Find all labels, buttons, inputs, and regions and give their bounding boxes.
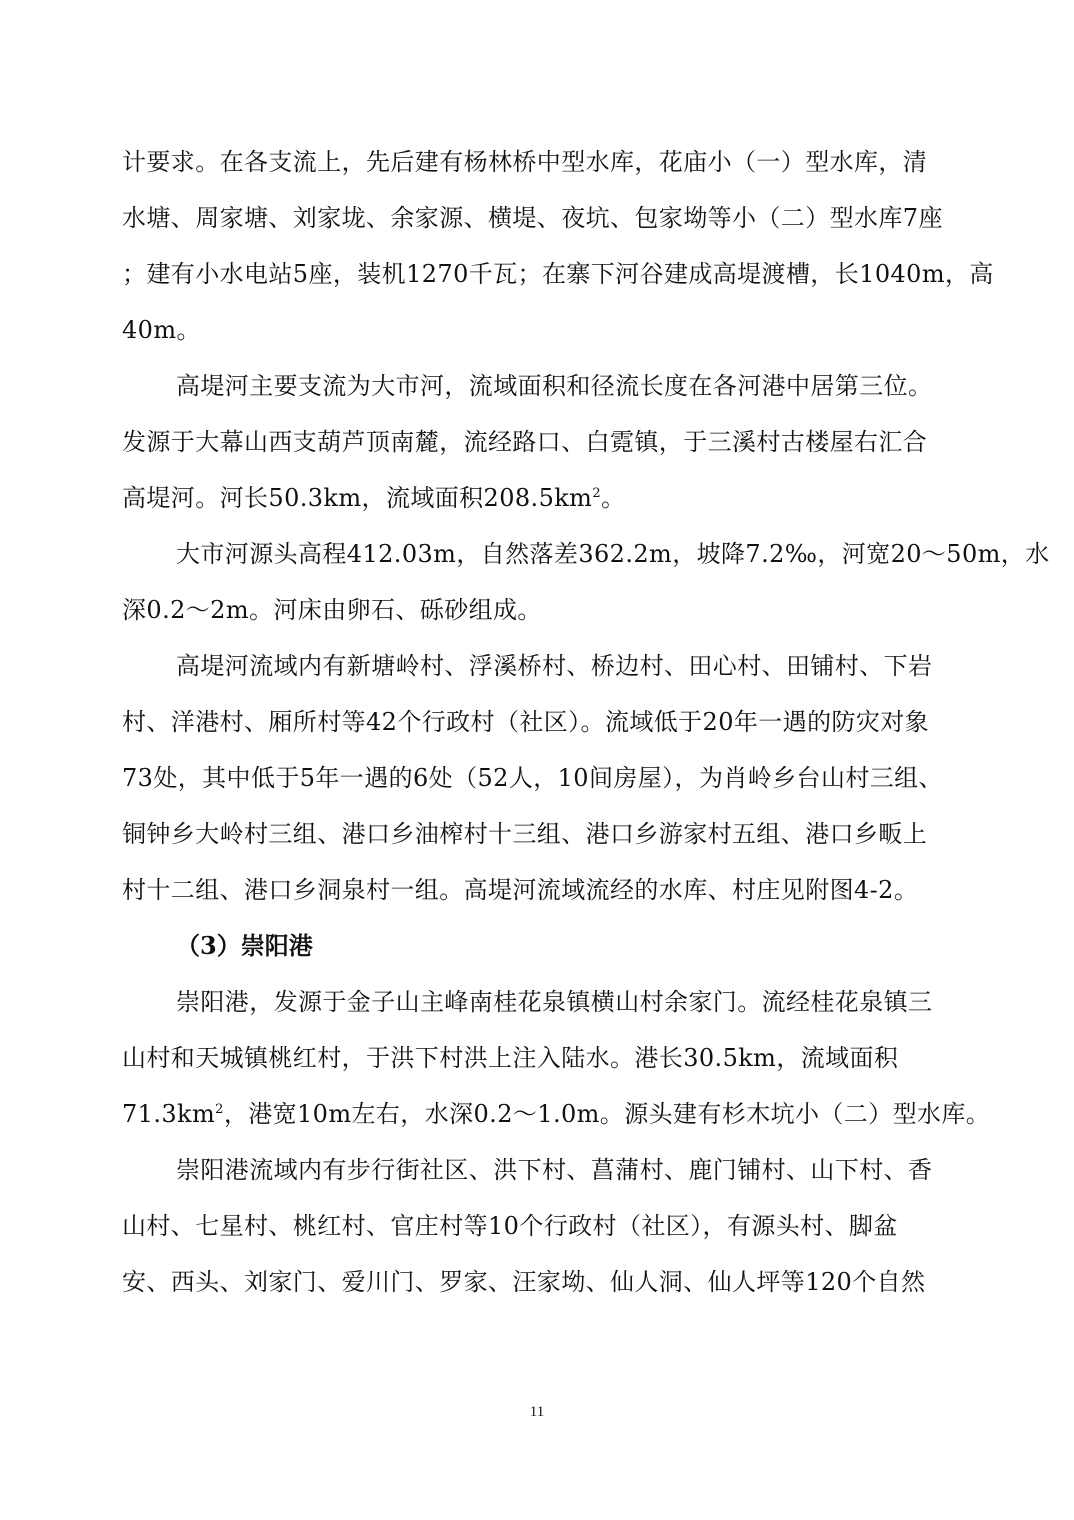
paragraph-line: 村十二组、港口乡洞泉村一组。高堤河流域流经的水库、村庄见附图4-2。 — [122, 876, 919, 904]
text-fragment: 高堤河。河长50.3km，流域面积208.5km — [122, 484, 593, 512]
paragraph-line: 大市河源头高程412.03m，自然落差362.2m，坡降7.2‰，河宽20～50m，水 — [176, 540, 1050, 568]
text-fragment: 。 — [601, 484, 626, 512]
paragraph-line: 崇阳港，发源于金子山主峰南桂花泉镇横山村余家门。流经桂花泉镇三 — [176, 988, 933, 1016]
paragraph-line: 计要求。在各支流上，先后建有杨林桥中型水库，花庙小（一）型水库，清 — [122, 148, 928, 176]
paragraph-line: 山村、七星村、桃红村、官庄村等10个行政村（社区），有源头村、脚盆 — [122, 1212, 898, 1240]
page-number: 11 — [529, 1404, 545, 1420]
paragraph-line — [122, 482, 962, 514]
paragraph-line: 高堤河主要支流为大市河，流域面积和径流长度在各河港中居第三位。 — [176, 372, 933, 400]
paragraph-line: 村、洋港村、厢所村等42个行政村（社区）。流域低于20年一遇的防灾对象 — [122, 708, 930, 736]
superscript: 2 — [215, 1102, 224, 1117]
paragraph-line: 山村和天城镇桃红村，于洪下村洪上注入陆水。港长30.5km，流域面积 — [122, 1044, 899, 1072]
paragraph-line: ；建有小水电站5座，装机1270千瓦；在寨下河谷建成高堤渡槽，长1040m，高 — [122, 260, 994, 288]
section-heading: （3）崇阳港 — [176, 931, 313, 960]
paragraph-line: 高堤河流域内有新塘岭村、浮溪桥村、桥边村、田心村、田铺村、下岩 — [176, 652, 933, 680]
paragraph-line: 发源于大幕山西支葫芦顶南麓，流经路口、白霓镇，于三溪村古楼屋右汇合 — [122, 428, 928, 456]
paragraph-line: 深0.2～2m。河床由卵石、砾砂组成。 — [122, 596, 542, 624]
paragraph-line: 水塘、周家塘、刘家垅、余家源、横堤、夜坑、包家坳等小（二）型水库7座 — [122, 204, 943, 232]
paragraph-line: 73处，其中低于5年一遇的6处（52人，10间房屋），为肖岭乡台山村三组、 — [122, 764, 943, 792]
paragraph-line — [122, 1098, 991, 1130]
paragraph-line: 40m。 — [122, 316, 201, 344]
paragraph-line: 铜钟乡大岭村三组、港口乡油榨村十三组、港口乡游家村五组、港口乡畈上 — [122, 820, 928, 848]
superscript: 2 — [592, 486, 602, 501]
text-fragment: 71.3km — [122, 1100, 216, 1128]
paragraph-line: 安、西头、刘家门、爱川门、罗家、汪家坳、仙人洞、仙人坪等120个自然 — [122, 1268, 926, 1296]
paragraph-line: 崇阳港流域内有步行街社区、洪下村、菖蒲村、鹿门铺村、山下村、香 — [176, 1156, 933, 1184]
text-fragment: ，港宽10m左右，水深0.2～1.0m。源头建有杉木坑小（二）型水库。 — [223, 1100, 991, 1128]
